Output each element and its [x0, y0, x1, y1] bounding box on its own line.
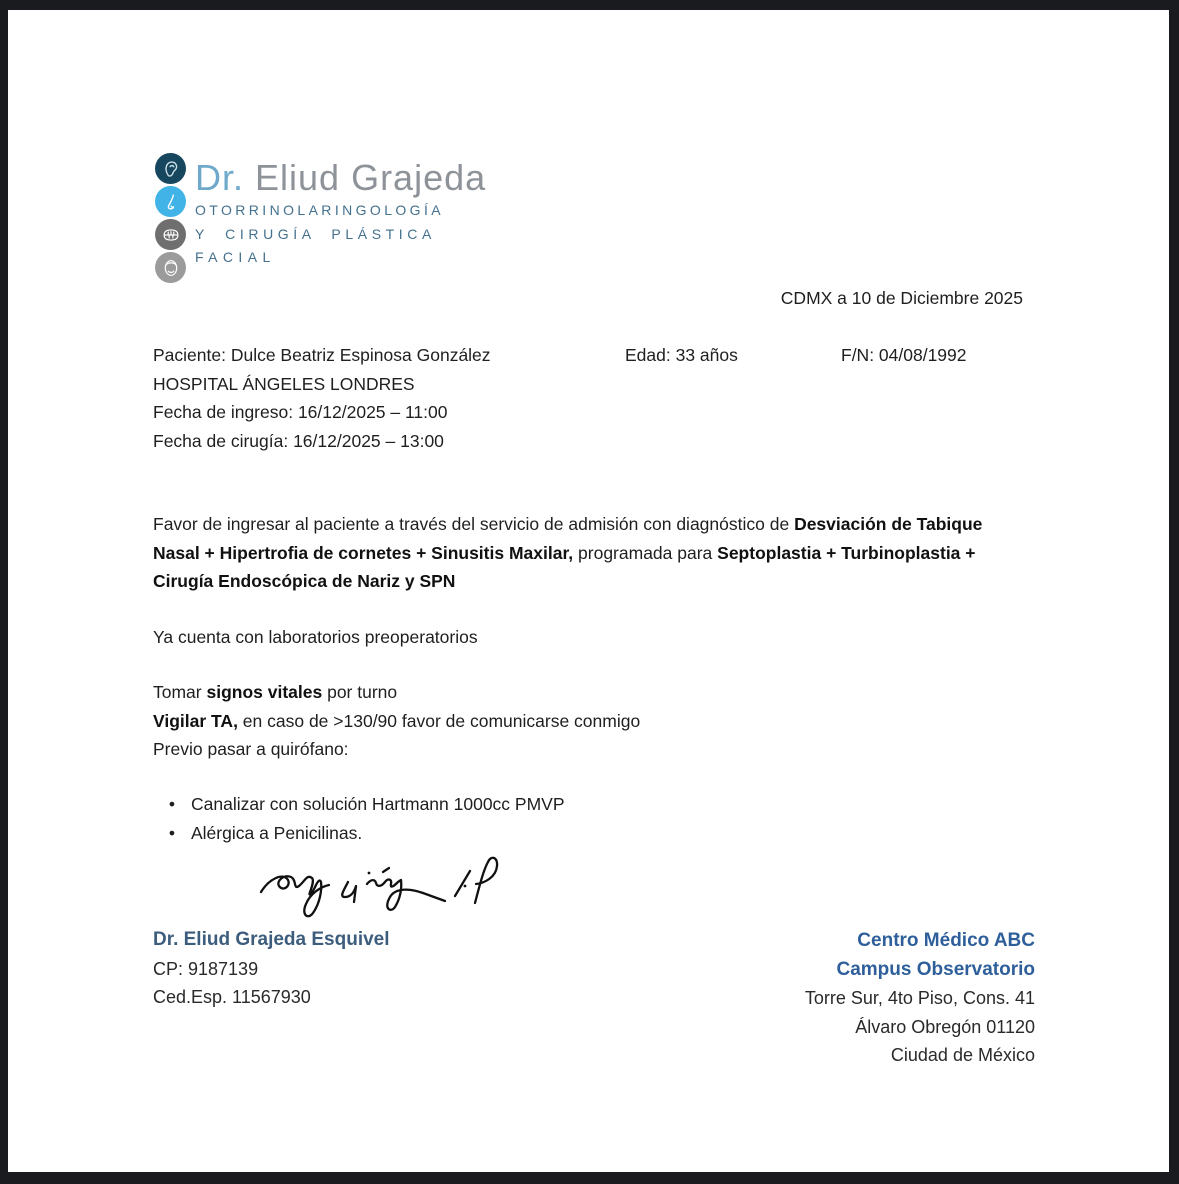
- bullet-text: Canalizar con solución Hartmann 1000cc PMVP: [191, 794, 565, 814]
- admission-date: Fecha de ingreso: 16/12/2025 – 11:00: [153, 402, 448, 422]
- specialty-line-3: FACIAL: [195, 249, 276, 265]
- ta-line: [153, 707, 1025, 736]
- address-line-3: Ciudad de México: [890, 1045, 1035, 1065]
- list-item: [153, 790, 913, 819]
- specialty-line-1: OTORRINOLARINGOLOGÍA: [195, 202, 444, 218]
- pre-surgery-checklist: [153, 790, 913, 847]
- diagnosis-text: Desviación de Tabique Nasal + Hipertrofia de cornetes + Sinusitis Maxilar,: [153, 514, 983, 563]
- letter-date: CDMX a 10 de Diciembre 2025: [780, 288, 1023, 308]
- ta-post: en caso de >130/90 favor de comunicarse conmigo: [237, 710, 641, 731]
- doctor-signature: [255, 840, 505, 925]
- footer-ced: Ced.Esp. 11567930: [153, 987, 311, 1007]
- pre-or-line: Previo pasar a quirófano:: [153, 739, 349, 759]
- specialty-line-2: Y CIRUGÍA PLÁSTICA: [195, 225, 436, 242]
- clinic-name: Centro Médico ABC: [857, 930, 1035, 951]
- mouth-icon: [155, 219, 186, 250]
- clinic-logo: [155, 153, 486, 283]
- logo-icon-column: [155, 153, 186, 283]
- patient-birthdate: F/N: 04/08/1992: [841, 345, 967, 365]
- clinic-campus: Campus Observatorio: [836, 958, 1035, 980]
- vitals-pre: Tomar: [153, 682, 207, 702]
- patient-age: Edad: 33 años: [625, 345, 738, 365]
- patient-info-block: [153, 341, 1033, 455]
- doctor-credentials: [153, 926, 390, 1012]
- ear-icon: [155, 153, 186, 184]
- patient-name: Paciente: Dulce Beatriz Espinosa González: [153, 345, 491, 365]
- bullet-text: Alérgica a Penicilinas.: [191, 822, 363, 843]
- face-icon: [155, 252, 186, 283]
- patient-row: [153, 341, 1033, 370]
- order-pre: Favor de ingresar al paciente a través del servicio de admisión con diagnóstico de: [153, 514, 795, 534]
- footer-doctor-name: Dr. Eliud Grajeda Esquivel: [153, 929, 390, 950]
- order-mid: programada para: [573, 542, 718, 563]
- logo-doctor-rest: Eliud Grajeda: [244, 157, 487, 198]
- labs-note: Ya cuenta con laboratorios preoperatorios: [153, 627, 478, 647]
- ta-bold: Vigilar TA,: [153, 710, 238, 731]
- bullet-icon: •: [168, 822, 176, 843]
- logo-doctor-name: [195, 159, 486, 197]
- vitals-bold: signos vitales: [206, 682, 323, 702]
- address-line-2: Álvaro Obregón 01120: [855, 1016, 1035, 1037]
- hospital-name: HOSPITAL ÁNGELES LONDRES: [153, 373, 415, 394]
- logo-text: [195, 153, 486, 283]
- surgery-date: Fecha de cirugía: 16/12/2025 – 13:00: [153, 430, 444, 451]
- procedure-text: Septoplastia + Turbinoplastia + Cirugía Endoscópica de Nariz y SPN: [153, 542, 976, 591]
- logo-doctor-prefix: Dr.: [195, 157, 245, 198]
- clinic-address: [805, 927, 1035, 1070]
- nose-icon: [155, 186, 186, 217]
- vitals-post: por turno: [322, 682, 398, 702]
- vitals-instructions: [153, 678, 1025, 764]
- footer-cp: CP: 9187139: [153, 958, 259, 979]
- vitals-line: [153, 678, 1025, 707]
- bullet-icon: •: [168, 794, 176, 814]
- address-line-1: Torre Sur, 4to Piso, Cons. 41: [804, 988, 1035, 1008]
- admission-order-paragraph: [153, 510, 1025, 596]
- letter-page: [8, 10, 1169, 1172]
